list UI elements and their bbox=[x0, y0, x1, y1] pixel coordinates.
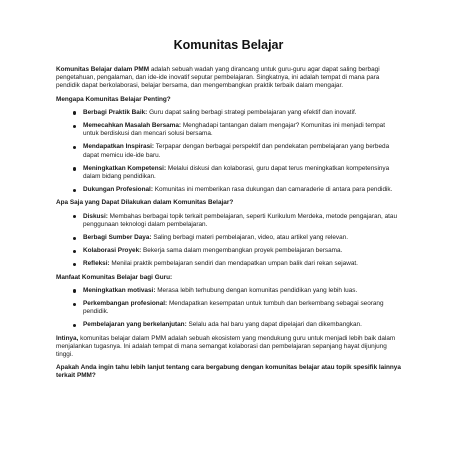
list-item-text: Saling berbagi materi pembelajaran, video, atau artikel yang relevan. bbox=[151, 234, 348, 242]
list-item-term: Perkembangan profesional: bbox=[83, 300, 168, 308]
list-item bbox=[73, 186, 401, 194]
list-item bbox=[73, 300, 401, 316]
list-item-text: Menilai praktik pembelajaran sendiri dan mendapatkan umpan balik dari rekan sejawat. bbox=[109, 260, 358, 268]
intro-paragraph bbox=[56, 66, 401, 91]
list-item-text: Mendapatkan kesempatan untuk tumbuh dan berkembang sebagai seorang pendidik. bbox=[83, 300, 384, 316]
conclusion-paragraph bbox=[56, 335, 401, 360]
list-item bbox=[73, 109, 401, 117]
list-item bbox=[73, 122, 401, 138]
list-item bbox=[73, 143, 401, 159]
activities-list bbox=[56, 213, 401, 269]
list-item bbox=[73, 247, 401, 255]
list-item-term: Meningkatkan motivasi: bbox=[83, 286, 156, 294]
list-item-text: Terpapar dengan berbagai perspektif dan pendekatan pembelajaran yang berbeda dapat memicu ide-ide baru. bbox=[83, 143, 390, 159]
list-item-text: Membahas berbagai topik terkait pembelajaran, seperti Kurikulum Merdeka, metode pengajaran, atau penggunaan teknologi dalam pembelajaran. bbox=[83, 212, 398, 228]
intro-text: adalah sebuah wadah yang dirancang untuk guru-guru agar dapat saling berbagi pengetahuan, pengalaman, dan ide-ide inovatif seputar pembelajaran. Singkatnya, ini adalah tempat di mana para pendidik dapat berkolaborasi, belajar bersama, dan mengembangkan praktik terbaik dalam mengajar. bbox=[56, 66, 380, 90]
list-item-term: Refleksi: bbox=[83, 260, 110, 268]
list-item-text: Merasa lebih terhubung dengan komunitas pendidikan yang lebih luas. bbox=[155, 286, 358, 294]
benefits-list bbox=[56, 287, 401, 330]
list-item-term: Dukungan Profesional: bbox=[83, 186, 153, 194]
importance-list bbox=[56, 109, 401, 195]
list-item-term: Berbagi Praktik Baik: bbox=[83, 108, 148, 116]
list-item-term: Diskusi: bbox=[83, 212, 108, 220]
list-item bbox=[73, 165, 401, 181]
list-item bbox=[73, 260, 401, 268]
list-item-term: Pembelajaran yang berkelanjutan: bbox=[83, 321, 187, 329]
conclusion-text: komunitas belajar dalam PMM adalah sebuah ekosistem yang mendukung guru untuk menjadi lebih baik dalam menjalankan tugasnya. Ini adalah tempat di mana semangat kolaborasi dan pembelajaran sepanjang hayat dijunjung tinggi. bbox=[56, 334, 396, 359]
list-item-term: Memecahkan Masalah Bersama: bbox=[83, 122, 182, 130]
list-item-term: Mendapatkan Inspirasi: bbox=[83, 143, 155, 151]
list-item bbox=[73, 321, 401, 329]
section-heading-activities: Apa Saja yang Dapat Dilakukan dalam Komunitas Belajar? bbox=[56, 199, 234, 207]
list-item-text: Menghadapi tantangan dalam mengajar? Komunitas ini menjadi tempat untuk berdiskusi dan mencari solusi bersama. bbox=[83, 122, 385, 138]
conclusion-bold: Intinya, bbox=[56, 334, 79, 342]
list-item bbox=[73, 213, 401, 229]
section-heading-importance: Mengapa Komunitas Belajar Penting? bbox=[56, 95, 171, 103]
list-item-text: Bekerja sama dalam mengembangkan proyek pembelajaran bersama. bbox=[141, 247, 343, 255]
list-item-text: Guru dapat saling berbagi strategi pembelajaran yang efektif dan inovatif. bbox=[147, 108, 357, 116]
section-heading-benefits: Manfaat Komunitas Belajar bagi Guru: bbox=[56, 273, 173, 281]
closing-question: Apakah Anda ingin tahu lebih lanjut tentang cara bergabung dengan komunitas belajar atau topik spesifik lainnya terkait PMM? bbox=[56, 364, 401, 380]
list-item-text: Komunitas ini memberikan rasa dukungan dan camaraderie di antara para pendidik. bbox=[152, 186, 393, 194]
list-item-term: Kolaborasi Proyek: bbox=[83, 247, 142, 255]
list-item-text: Selalu ada hal baru yang dapat dipelajari dan dikembangkan. bbox=[186, 321, 362, 329]
list-item-text: Melalui diskusi dan kolaborasi, guru dapat terus meningkatkan kompetensinya dalam bidang pendidikan. bbox=[83, 164, 390, 181]
document-title: Komunitas Belajar bbox=[173, 38, 284, 52]
list-item bbox=[73, 234, 401, 242]
list-item-term: Berbagi Sumber Daya: bbox=[83, 234, 152, 242]
intro-bold: Komunitas Belajar dalam PMM bbox=[56, 66, 150, 73]
list-item-term: Meningkatkan Kompetensi: bbox=[83, 164, 167, 172]
list-item bbox=[73, 287, 401, 295]
